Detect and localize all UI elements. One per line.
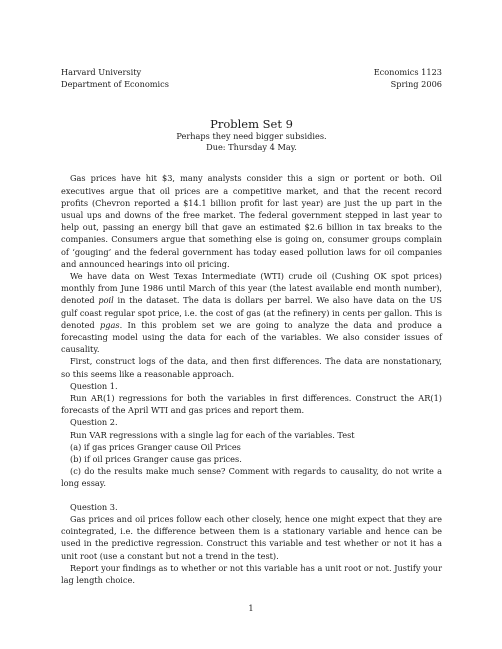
variable-pgas: pgas bbox=[100, 319, 120, 330]
variable-poil: poil bbox=[98, 295, 114, 306]
intro-paragraph-3: First, construct logs of the data, and then first differences. The data are nonstationary, so this seems like a reasonable approach. bbox=[61, 356, 442, 379]
intro-paragraph-2-part-a: We have data on West Texas Intermediate (WTI) crude oil (Cushing OK spot prices) monthly from June 1986 until March of this year (the latest available end month number), denoted bbox=[61, 271, 442, 306]
intro-paragraph-1: Gas prices have hit $3, many analysts consider this a sign or portent or both. Oil executives argue that oil prices are a competitive market, and that the recent record profits (Chevron reported a $14.1 billion profit for last year) are just the up part in the usual ups and downs of the free market. The federal government stepped in last year to help out, passing an energy bill that gave an estimated $2.6 billion in tax breaks to the companies. Consumers argue that something else is going on, consumer groups complain of ‘gouging’ and the federal government has today eased pollution laws for oil companies and announced hearings into oil pricing. bbox=[61, 173, 442, 269]
question-3-text-2: Report your findings as to whether or not this variable has a unit root or not. Justify your lag length choice. bbox=[61, 562, 442, 585]
intro-paragraph-2-part-b: in the dataset. The data is dollars per barrel. We also have data on the US gulf coast regular spot price, i.e. the cost of gas (at the refinery) in cents per gallon. This is denoted bbox=[61, 295, 442, 330]
question-2-text: Run VAR regressions with a single lag for each of the variables. Test bbox=[70, 429, 355, 440]
department-name: Department of Economics bbox=[61, 79, 169, 90]
intro-paragraph-2 bbox=[61, 270, 442, 355]
term-name: Spring 2006 bbox=[390, 79, 442, 90]
document-page bbox=[61, 66, 442, 586]
question-1-label: Question 1. bbox=[70, 380, 118, 391]
question-2-label: Question 2. bbox=[70, 417, 118, 428]
intro-paragraph-2-part-c: . In this problem set we are going to analyze the data and produce a forecasting model using the data for each of the variables. We also consider issues of causality. bbox=[61, 319, 442, 355]
section-spacer bbox=[61, 490, 442, 501]
due-date: Due: Thursday 4 May. bbox=[206, 142, 297, 153]
institution-name: Harvard University bbox=[61, 67, 142, 77]
question-2-item-c: (c) do the results make much sense? Comment with regards to causality, do not write a long essay. bbox=[61, 466, 442, 489]
page-number: 1 bbox=[248, 603, 254, 613]
question-3-label: Question 3. bbox=[70, 501, 118, 512]
title-block bbox=[61, 117, 442, 153]
header-left bbox=[61, 66, 169, 90]
question-3-text: Gas prices and oil prices follow each other closely, hence one might expect that they are cointegrated, i.e. the difference between them is a stationary variable and hence can be used in the predictive regression. Construct this variable and test whether or not it has a unit root (use a constant but not a trend in the test). bbox=[61, 513, 442, 561]
question-2-item-a: (a) if gas prices Granger cause Oil Prices bbox=[70, 441, 241, 452]
document-header bbox=[61, 66, 442, 90]
document-body bbox=[61, 172, 442, 586]
course-name: Economics 1123 bbox=[373, 67, 442, 77]
subtitle: Perhaps they need bigger subsidies. bbox=[176, 131, 327, 142]
question-1-text: Run AR(1) regressions for both the variables in first differences. Construct the AR(1) forecasts of the April WTI and gas prices and report them. bbox=[61, 393, 442, 416]
header-right bbox=[374, 66, 442, 90]
question-2-item-b: (b) if oil prices Granger cause gas prices. bbox=[70, 454, 242, 465]
page-title: Problem Set 9 bbox=[210, 117, 293, 132]
